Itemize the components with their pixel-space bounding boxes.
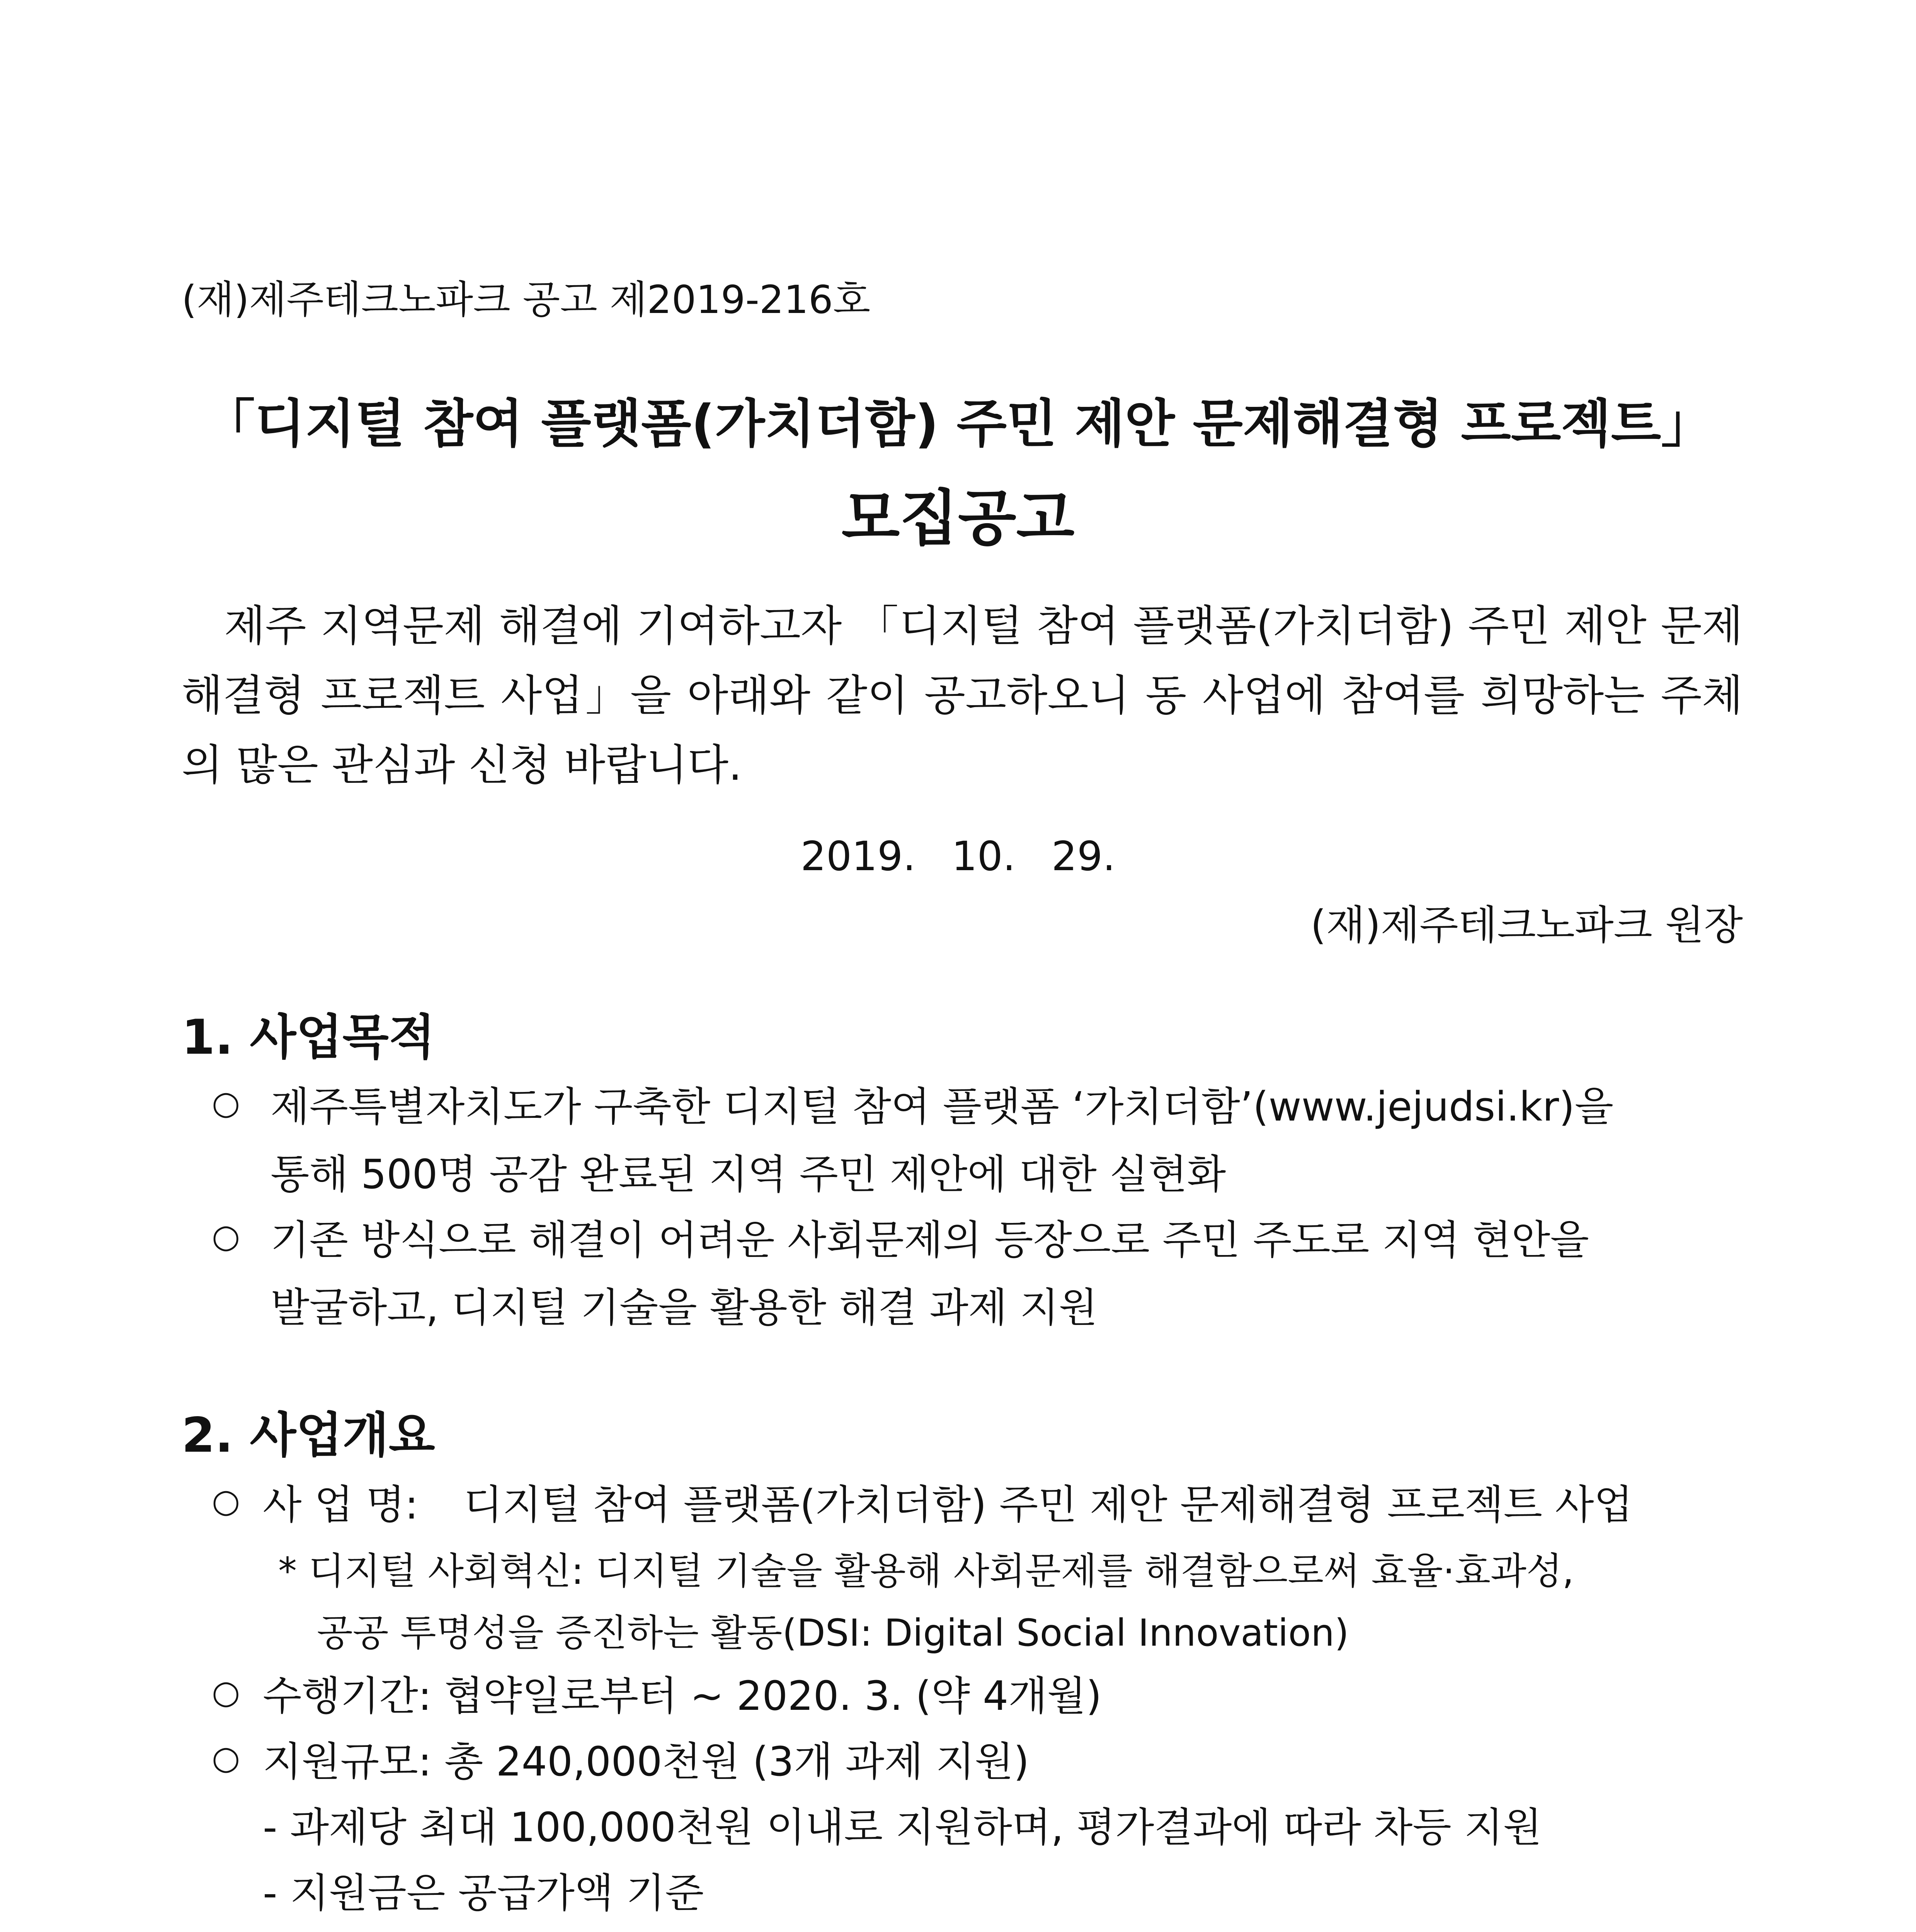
document-title: 「디지털 참여 플랫폼(가치더함) 주민 제안 문제해결형 프로젝트」 [203,394,1713,454]
notice-number: (재)제주테크노파크 공고 제2019-216호 [182,277,871,322]
intro-text: 제주 지역문제 해결에 기여하고자 「디지털 참여 플랫폼(가치더함) 주민 제안 문제해결형 프로젝트 사업」을 아래와 같이 공고하오니 동 사업에 참여를 희망하는 주체의 많은 관심과 신청 바랍니다. [182,601,1743,790]
purpose-item-1-line2: 통해 500명 공감 완료된 지역 주민 제안에 대한 실현화 [271,1151,1226,1198]
support-detail-2: - 지원금은 공급가액 기준 [263,1869,704,1917]
project-name-label: 사 업 명: [263,1481,419,1528]
notice-date: 2019. 10. 29. [800,833,1116,880]
bullet-symbol: ○ [212,1482,240,1520]
purpose-item-1-line1: 제주특별자치도가 구축한 디지털 참여 플랫폼 ‘가치더함’(www.jejudsi.kr)을 [271,1083,1614,1130]
dsi-note-line2: 공공 투명성을 증진하는 활동(DSI: Digital Social Innovation) [317,1611,1349,1655]
support-detail-1: - 과제당 최대 100,000천원 이내로 지원하며, 평가결과에 따라 차등 지원 [263,1804,1542,1851]
document-subtitle: 모집공고 [841,483,1075,553]
section-heading-overview: 2. 사업개요 [182,1408,435,1463]
bullet-symbol: ○ [212,1084,240,1122]
purpose-item-2-line1: 기존 방식으로 해결이 어려운 사회문제의 등장으로 주민 주도로 지역 현안을 [271,1216,1589,1264]
support-scale: 지원규모: 총 240,000천원 (3개 과제 지원) [263,1738,1029,1785]
section-heading-purpose: 1. 사업목적 [182,1010,435,1065]
project-name-value: 디지털 참여 플랫폼(가치더함) 주민 제안 문제해결형 프로젝트 사업 [464,1481,1633,1528]
bullet-symbol: ○ [212,1673,240,1711]
intro-paragraph [182,591,1743,800]
bullet-symbol: ○ [212,1217,240,1255]
project-period: 수행기간: 협약일로부터 ~ 2020. 3. (약 4개월) [263,1672,1102,1719]
bullet-symbol: ○ [212,1739,240,1777]
purpose-item-2-line2: 발굴하고, 디지털 기술을 활용한 해결 과제 지원 [271,1284,1098,1331]
issuer-name: (재)제주테크노파크 원장 [1310,901,1743,949]
dsi-note-line1: * 디지털 사회혁신: 디지털 기술을 활용해 사회문제를 해결함으로써 효율·효과성, [278,1549,1574,1593]
